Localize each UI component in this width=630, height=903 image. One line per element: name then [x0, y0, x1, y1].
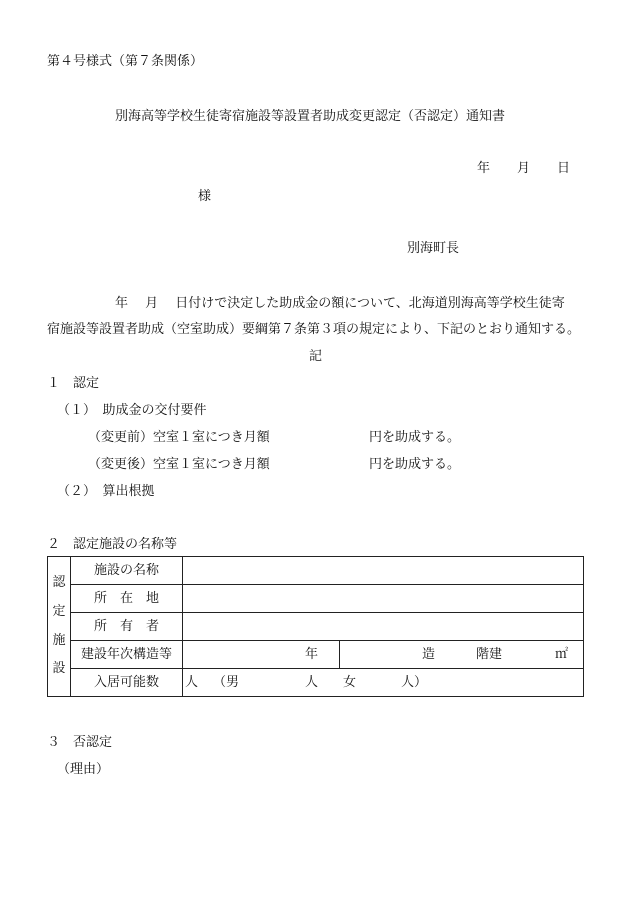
section2-heading: ２ 認定施設の名称等 [47, 537, 178, 552]
built-year-unit: 年 [305, 647, 319, 662]
ki-mark: 記 [309, 349, 323, 364]
vertical-char: 定 [52, 603, 66, 619]
facility-table [47, 556, 584, 697]
location-value [183, 585, 584, 613]
table-row [48, 557, 584, 585]
section1-sub2: （２） 算出根拠 [57, 484, 155, 499]
capacity-male-label: （男 [213, 675, 240, 690]
form-number: 第４号様式（第７条関係） [47, 54, 204, 69]
facility-name-value [183, 557, 584, 585]
table-row [48, 669, 584, 697]
body-line-1: 年 月 日付けで決定した助成金の額について、北海道別海高等学校生徒寄 [115, 296, 565, 311]
capacity-female-unit: 人） [401, 675, 428, 690]
built-year-cell [183, 641, 340, 669]
after-change-suffix: 円を助成する。 [369, 457, 461, 472]
capacity-value [183, 669, 584, 697]
vertical-char: 設 [52, 661, 66, 677]
section1-heading: １ 認定 [47, 376, 100, 391]
vertical-label-cell [48, 557, 71, 697]
built-structure-cell [340, 641, 584, 669]
owner-value [183, 613, 584, 641]
table-row [48, 585, 584, 613]
body-line-2: 宿施設等設置者助成（空室助成）要綱第７条第３項の規定により、下記のとおり通知する。 [47, 322, 581, 337]
owner-label: 所 有 者 [71, 613, 183, 641]
vertical-char: 認 [52, 575, 66, 591]
structure-unit: 造 [422, 647, 436, 662]
section1-sub1: （１） 助成金の交付要件 [57, 403, 207, 418]
floors-unit: 階建 [476, 647, 503, 662]
table-row [48, 641, 584, 669]
section3-heading: ３ 否認定 [47, 735, 113, 750]
vertical-char: 施 [52, 632, 66, 648]
date-month: 月 [517, 161, 531, 176]
built-label: 建設年次構造等 [71, 641, 183, 669]
location-label: 所 在 地 [71, 585, 183, 613]
sender-title: 別海町長 [407, 241, 460, 256]
capacity-label: 入居可能数 [71, 669, 183, 697]
capacity-total-unit: 人 [185, 675, 199, 690]
area-unit: ㎡ [555, 647, 569, 662]
capacity-female-label: 女 [343, 675, 357, 690]
before-change-suffix: 円を助成する。 [369, 430, 461, 445]
date-year: 年 [477, 161, 491, 176]
after-change-label: （変更後）空室１室につき月額 [88, 457, 270, 472]
reason-label: （理由） [57, 762, 110, 777]
recipient-suffix: 様 [198, 189, 212, 204]
facility-name-label: 施設の名称 [71, 557, 183, 585]
table-row [48, 613, 584, 641]
capacity-male-unit: 人 [305, 675, 319, 690]
date-day: 日 [557, 161, 571, 176]
document-title: 別海高等学校生徒寄宿施設等設置者助成変更認定（否認定）通知書 [115, 109, 506, 124]
before-change-label: （変更前）空室１室につき月額 [88, 430, 270, 445]
